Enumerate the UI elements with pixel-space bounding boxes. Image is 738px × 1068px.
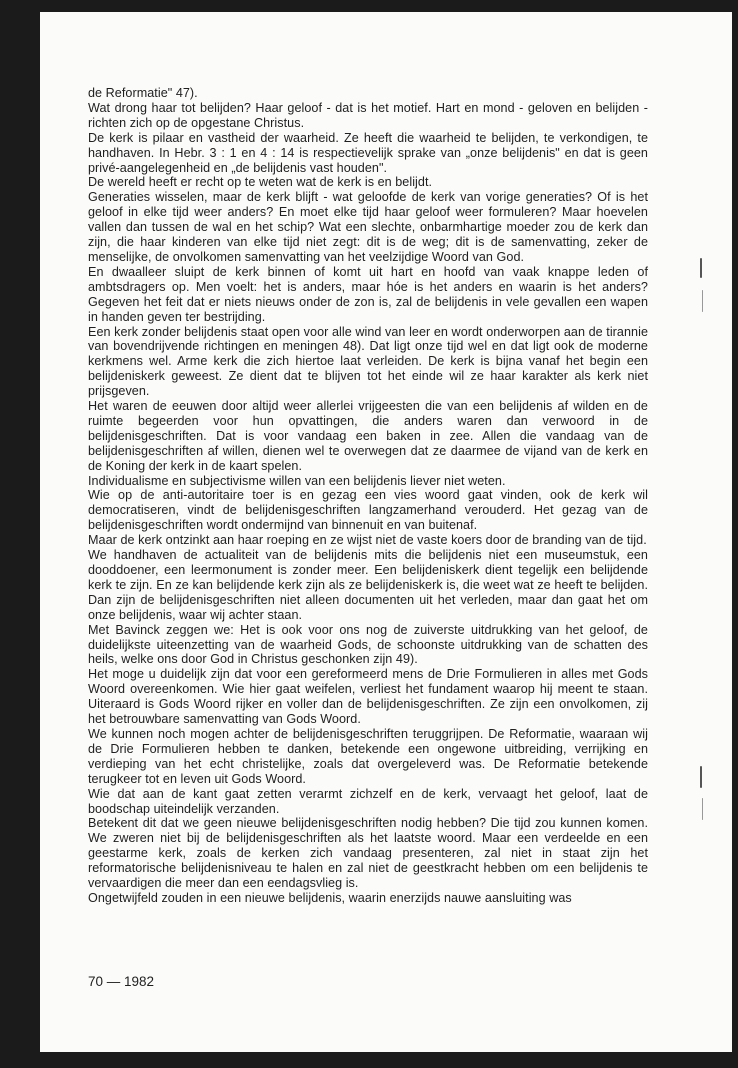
binding-mark: [700, 766, 702, 788]
paragraph: Individualisme en subjectivisme willen van een belijdenis liever niet weten.: [88, 473, 506, 488]
paragraph: De wereld heeft er recht op te weten wat de kerk is en belijdt.: [88, 175, 433, 190]
paragraph: Maar de kerk ontzinkt aan haar roeping en ze wijst niet de vaste koers door de branding van de tijd.: [88, 533, 647, 548]
paragraph: We handhaven de actualiteit van de belijdenis mits die belijdenis niet een museumstuk, een dooddoener, een leermonument is zonder meer. Een belijdeniskerk dient tegelijk een belijdende kerk te zijn. En ze kan belijdende kerk zijn als ze belijdeniskerk is, die weet wat ze heeft te belijden. Dan zijn de belijdenisgeschriften niet alleen documenten uit het verleden, maar dan gaat het om onze belijdenis, waar wij achter staan.: [88, 548, 648, 622]
paragraph: Wie op de anti-autoritaire toer is en gezag een vies woord gaat vinden, ook de kerk wil democratiseren, vindt de belijdenisgeschriften langzamerhand verouderd. Het gezag van de belijdenisgeschriften wordt ondermijnd van binnenuit en van buitenaf.: [88, 488, 648, 533]
binding-mark: [702, 290, 703, 312]
paragraph: Generaties wisselen, maar de kerk blijft - wat geloofde de kerk van vorige generaties? Of is het geloof in elke tijd weer anders? En moet elke tijd haar geloof weer formuleren? Maar hoevelen vallen dan tussen de wal en het schip? Wat een slechte, onbarmhartige moeder zou de kerk dan zijn, die haar kinderen van elke tijd niet zegt: dit is de weg; dit is de samenvatting, zeker de menselijke, de onvolkomen samenvatting van het veelzijdige Woord van God.: [88, 190, 648, 264]
paragraph: Ongetwijfeld zouden in een nieuwe belijdenis, waarin enerzijds nauwe aansluiting was: [88, 890, 572, 905]
paragraph: De kerk is pilaar en vastheid der waarheid. Ze heeft die waarheid te belijden, te verkondigen, te handhaven. In Hebr. 3 : 1 en 4 : 14 is respectievelijk sprake van „onze belijdenis" en dat is geen privé-aangelegenheid en „de belijdenis vast houden".: [88, 130, 648, 175]
paragraph: Het moge u duidelijk zijn dat voor een gereformeerd mens de Drie Formulieren in alles met Gods Woord overeenkomen. Wie hier gaat weifelen, verliest het fundament waarop hij meent te staan. Uiteraard is Gods Woord rijker en voller dan de belijdenisgeschriften. Ze zijn een onvolkomen, zij het betrouwbare samenvatting van Gods Woord.: [88, 667, 648, 727]
page-footer: 70 — 1982: [88, 974, 155, 989]
paragraph: Wat drong haar tot belijden? Haar geloof - dat is het motief. Hart en mond - geloven en belijden - richten zich op de opgestane Christus.: [88, 100, 648, 130]
paragraph: We kunnen noch mogen achter de belijdenisgeschriften teruggrijpen. De Reformatie, waaraan wij de Drie Formulieren hebben te danken, betekende een ongewone uitbreiding, verrijking en verdieping van het echt christelijke, zoals dat overgeleverd was. De Reformatie betekende terugkeer tot en leven uit Gods Woord.: [88, 726, 648, 786]
paragraph: Betekent dit dat we geen nieuwe belijdenisgeschriften nodig hebben? Die tijd zou kunnen komen. We zweren niet bij de belijdenisgeschriften als het laatste woord. Maar een verdeelde en een geestarme kerk, zoals de kerken zich vandaag presenteren, zal niet in staat zijn het reformatorische belijdenisniveau te halen en zal niet de geestkracht hebben om een belijdenis te vervaardigen die meer dan een eendagsvlieg is.: [88, 816, 648, 891]
binding-mark: [702, 798, 703, 820]
scan-border-top: [0, 0, 738, 12]
paragraph: Een kerk zonder belijdenis staat open voor alle wind van leer en wordt onderworpen aan de tirannie van bovendrijvende richtingen en meningen 48). Dat ligt onze tijd wel en dat ligt ook de moderne kerkmens wel. Arme kerk die zich hiertoe laat verleiden. De kerk is bijna vanaf het begin een belijdeniskerk geweest. Ze dient dat te blijven tot het einde wil ze haar karakter als kerk niet prijsgeven.: [88, 324, 648, 399]
paragraph: de Reformatie" 47).: [88, 86, 198, 100]
paragraph: Wie dat aan de kant gaat zetten verarmt zichzelf en de kerk, vervaagt het geloof, laat de boodschap uiteindelijk verzanden.: [88, 786, 648, 816]
scan-border-left: [0, 0, 40, 1068]
scan-border-right: [732, 0, 738, 1068]
paragraph: Met Bavinck zeggen we: Het is ook voor ons nog de zuiverste uitdrukking van het geloof, de duidelijkste uiteenzetting van de waarheid Gods, de schoonste uitdrukking van de schatten des heils, welke ons door God in Christus geschonken zijn 49).: [88, 622, 648, 667]
paragraph: En dwaalleer sluipt de kerk binnen of komt uit hart en hoofd van vaak knappe leden of ambtsdragers op. Men voelt: het is anders, maar hóe is het anders en waarin is het anders? Gegeven het feit dat er niets nieuws onder de zon is, zal de belijdenis in vele gevallen een wapen in handen geven ter bestrijding.: [88, 264, 648, 324]
body-text: [88, 86, 648, 906]
scan-border-bottom: [0, 1052, 738, 1068]
binding-mark: [700, 258, 702, 278]
paragraph: Het waren de eeuwen door altijd weer allerlei vrijgeesten die van een belijdenis af wilden en de ruimte begeerden voor hun opvattingen, die anders waren dan verwoord in de belijdenisgeschriften. Dat is voor vandaag een baken in zee. Allen die vandaag van de belijdenisgeschriften af willen, dienen wel te overwegen dat ze daarmee de vijand van de kerk en de Koning der kerk in de kaart spelen.: [88, 399, 648, 473]
